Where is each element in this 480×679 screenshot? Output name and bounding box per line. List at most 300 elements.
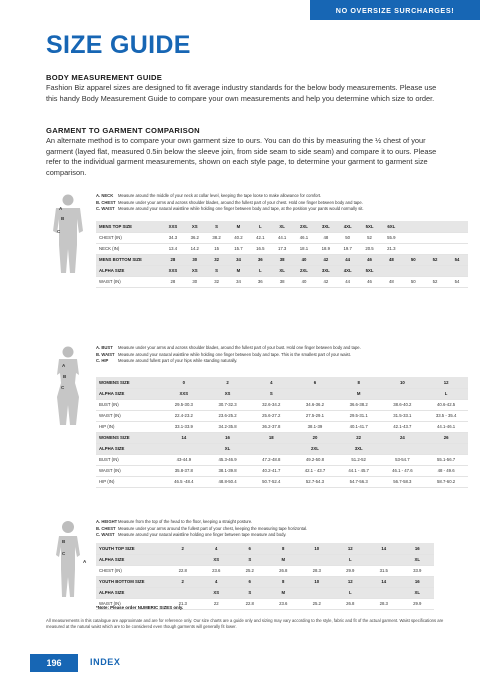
table-cell: 15.7 xyxy=(228,243,250,254)
table-cell: 29.9 xyxy=(401,598,435,609)
measurement-key: B. CHEST xyxy=(96,525,116,531)
measurement-key: A. NECK xyxy=(96,193,114,198)
table-cell: 29.5-31.1 xyxy=(337,410,381,421)
table-cell: 26.8 xyxy=(267,565,301,576)
table-cell: 54 xyxy=(446,276,468,287)
figure-label: A xyxy=(83,559,87,564)
body-measurement-heading: BODY MEASUREMENT GUIDE xyxy=(46,73,163,82)
table-cell: 48 xyxy=(380,276,402,287)
table-cell: 49.2-50.8 xyxy=(293,454,337,465)
table-cell: 50 xyxy=(402,276,424,287)
youth-body-figure xyxy=(46,519,90,601)
table-cell: 18.9 xyxy=(315,243,337,254)
table-cell: 4XL xyxy=(337,265,359,276)
womens-size-table xyxy=(96,377,468,488)
table-cell xyxy=(300,554,334,565)
mens-body-figure xyxy=(46,193,90,275)
measurement-text: Measure around fullest part of your hips while standing naturally. xyxy=(118,358,238,364)
table-cell: XXS xyxy=(162,388,206,399)
table-cell: 40 xyxy=(293,254,315,265)
figure-label: C xyxy=(57,229,61,234)
measurement-text: Measure under your arms and across shoulder blades, around the fullest part of your bust. Hold one finger between body and tape. xyxy=(118,345,361,350)
table-cell: XS xyxy=(184,221,206,232)
table-cell: 32 xyxy=(206,276,228,287)
table-cell xyxy=(380,265,402,276)
measurement-text: Measure from the top of the head to the floor, keeping a straight posture. xyxy=(118,519,253,524)
table-cell: M xyxy=(228,221,250,232)
table-cell: 40.1-41.7 xyxy=(337,421,381,432)
table-cell: 16 xyxy=(401,543,435,554)
table-cell xyxy=(424,265,446,276)
measurement-key: A. BUST xyxy=(96,345,113,350)
table-cell: 25.2 xyxy=(300,598,334,609)
table-header-row xyxy=(96,576,434,587)
table-cell: 42.1 - 43.7 xyxy=(293,465,337,476)
table-cell: 50.7-52.4 xyxy=(249,476,293,487)
table-cell: 34 xyxy=(228,254,250,265)
table-cell: L xyxy=(249,221,271,232)
table-cell: 30 xyxy=(184,276,206,287)
table-cell: 14 xyxy=(367,576,401,587)
table-cell: 28 xyxy=(162,276,184,287)
mens-measurement-list xyxy=(96,193,441,213)
table-cell: 33.5 - 35.4 xyxy=(424,410,468,421)
table-cell: L xyxy=(334,587,368,598)
table-cell: XS xyxy=(184,265,206,276)
garment-comparison-text: An alternate method is to compare your own garment size to ours. You can do this by measuring the ½ chest of your garment (layed flat, measured 0.5in below the sleeve join, from side seam to side seam) and compare it to ours. Please refer to the individual garment measurements, shown on each style page, to determine your garment to garment size comparison. xyxy=(46,136,437,177)
row-label: WAIST (IN) xyxy=(96,410,162,421)
table-cell: 6 xyxy=(233,543,267,554)
page-number: 196 xyxy=(30,654,78,672)
table-cell: 30 xyxy=(184,254,206,265)
table-cell: 26 xyxy=(424,432,468,443)
table-cell: M xyxy=(267,587,301,598)
measurement-item xyxy=(96,352,441,359)
table-cell: 8 xyxy=(267,576,301,587)
table-cell xyxy=(424,221,446,232)
row-label: YOUTH TOP SIZE xyxy=(96,543,166,554)
row-label: WAIST (IN) xyxy=(96,465,162,476)
table-cell: 18 xyxy=(249,432,293,443)
measurement-item xyxy=(96,206,441,213)
table-cell: L xyxy=(424,388,468,399)
table-cell: 54 xyxy=(446,254,468,265)
table-cell: 15 xyxy=(206,243,228,254)
table-cell: 55.9 xyxy=(380,232,402,243)
table-cell: 38.6-40.2 xyxy=(381,399,425,410)
table-header-row xyxy=(96,554,434,565)
table-cell: 38 xyxy=(271,276,293,287)
table-cell: 32 xyxy=(206,254,228,265)
table-row xyxy=(96,476,468,487)
table-header-row xyxy=(96,432,468,443)
footer-disclaimer: All measurements in this catalogue are approximate and are for reference only. Our size charts are a guide only and sizing may vary according to the style, fabric and fit of the actual garment. Waist specifications are measured at the natural waist which are to be considered even though garments will generally fit lower. xyxy=(46,618,444,630)
table-cell: 22.8 xyxy=(166,565,200,576)
measurement-item xyxy=(96,526,441,533)
table-cell xyxy=(166,587,200,598)
table-cell: 2XL xyxy=(293,265,315,276)
table-cell: 25.6-27.2 xyxy=(249,410,293,421)
table-cell: 10 xyxy=(300,543,334,554)
table-cell: 46.1 xyxy=(293,232,315,243)
measurement-item xyxy=(96,200,441,207)
row-label: HIP (IN) xyxy=(96,476,162,487)
measurement-item xyxy=(96,532,441,539)
table-cell: 50 xyxy=(402,254,424,265)
table-cell: 44.1 xyxy=(271,232,293,243)
table-cell: 28.3 xyxy=(367,598,401,609)
table-cell: XS xyxy=(206,388,250,399)
figure-label: A xyxy=(62,363,66,368)
measurement-key: A. HEIGHT xyxy=(96,519,118,524)
table-cell: 55.1-56.7 xyxy=(424,454,468,465)
table-cell: 40 xyxy=(293,276,315,287)
table-header-row xyxy=(96,443,468,454)
table-cell: XS xyxy=(200,554,234,565)
row-label: WAIST (IN) xyxy=(96,598,166,609)
table-cell: 36 xyxy=(249,276,271,287)
table-row xyxy=(96,565,434,576)
table-cell: XL xyxy=(206,443,250,454)
table-cell: 56.7-58.3 xyxy=(381,476,425,487)
table-cell: 27.5-29.1 xyxy=(293,410,337,421)
row-label: CHEST (IN) xyxy=(96,565,166,576)
table-cell: 4 xyxy=(200,543,234,554)
table-cell: 12 xyxy=(334,576,368,587)
table-cell: 32.6-34.2 xyxy=(249,399,293,410)
table-cell xyxy=(424,443,468,454)
table-cell: 52 xyxy=(359,232,381,243)
measurement-item xyxy=(96,345,441,352)
table-cell: 2 xyxy=(206,377,250,388)
table-cell xyxy=(446,243,468,254)
womens-body-figure xyxy=(46,345,90,427)
table-cell: 2XL xyxy=(293,443,337,454)
row-label: YOUTH BOTTOM SIZE xyxy=(96,576,166,587)
table-cell: 38.2 xyxy=(206,232,228,243)
measurement-text: Measure around the middle of your neck at collar level, keeping the tape loose to make allowance for comfort. xyxy=(118,193,322,198)
table-cell: 4 xyxy=(249,377,293,388)
no-surcharge-banner: NO OVERSIZE SURCHARGES! xyxy=(310,0,480,20)
youth-measurement-list xyxy=(96,519,441,539)
table-row xyxy=(96,243,468,254)
table-cell: M xyxy=(337,388,381,399)
table-cell: 5XL xyxy=(359,265,381,276)
table-cell xyxy=(162,443,206,454)
table-cell xyxy=(402,232,424,243)
table-cell: 46.5 -48.4 xyxy=(162,476,206,487)
table-cell xyxy=(166,554,200,565)
figure-label: B xyxy=(62,539,66,544)
table-cell: 20 xyxy=(293,432,337,443)
table-cell: 12 xyxy=(334,543,368,554)
table-cell: 28 xyxy=(162,254,184,265)
table-cell: 34.6-36.2 xyxy=(293,399,337,410)
table-cell: 10 xyxy=(381,377,425,388)
table-cell xyxy=(402,243,424,254)
table-cell: 31.5-33.1 xyxy=(381,410,425,421)
table-cell: M xyxy=(228,265,250,276)
measurement-key: B. WAIST xyxy=(96,351,115,357)
table-cell: 16 xyxy=(401,576,435,587)
table-row xyxy=(96,421,468,432)
table-cell: 16 xyxy=(206,432,250,443)
row-label: BUST (IN) xyxy=(96,399,162,410)
table-cell: 35.8-37.8 xyxy=(162,465,206,476)
table-cell: 53-54.7 xyxy=(381,454,425,465)
table-cell: 12 xyxy=(424,377,468,388)
table-cell: 22 xyxy=(200,598,234,609)
table-cell: 48 xyxy=(315,232,337,243)
table-cell: 33.9 xyxy=(401,565,435,576)
table-cell: 19.7 xyxy=(337,243,359,254)
table-cell: S xyxy=(233,587,267,598)
table-row xyxy=(96,399,468,410)
table-cell: 17.3 xyxy=(271,243,293,254)
table-cell: 52.7-54.3 xyxy=(293,476,337,487)
table-cell xyxy=(381,443,425,454)
row-label: NECK (IN) xyxy=(96,243,162,254)
table-cell: 42.1 xyxy=(249,232,271,243)
row-label: ALPHA SIZE xyxy=(96,587,166,598)
table-cell: 8 xyxy=(337,377,381,388)
table-cell: 25.2 xyxy=(233,565,267,576)
table-cell: 6 xyxy=(233,576,267,587)
table-header-row xyxy=(96,377,468,388)
garment-comparison-heading: GARMENT TO GARMENT COMPARISON xyxy=(46,126,200,135)
table-cell: 14 xyxy=(367,543,401,554)
table-cell: 54.7-56.3 xyxy=(337,476,381,487)
table-cell: S xyxy=(206,265,228,276)
table-cell: 2 xyxy=(166,576,200,587)
table-cell: 20.5 xyxy=(359,243,381,254)
table-cell: XS xyxy=(200,587,234,598)
row-label: WAIST (IN) xyxy=(96,276,162,287)
youth-size-table xyxy=(96,543,434,610)
table-cell: 34.3 xyxy=(162,232,184,243)
table-cell: XL xyxy=(401,587,435,598)
table-cell xyxy=(446,221,468,232)
table-cell: 46 xyxy=(359,254,381,265)
table-cell: 44 xyxy=(337,276,359,287)
table-cell: 40.6-42.5 xyxy=(424,399,468,410)
table-cell: XXS xyxy=(162,265,184,276)
table-header-row xyxy=(96,254,468,265)
table-cell: 34 xyxy=(228,276,250,287)
table-cell: 46 xyxy=(359,276,381,287)
measurement-key: C. WAIST xyxy=(96,206,115,212)
table-row xyxy=(96,232,468,243)
measurement-key: C. HIP xyxy=(96,358,109,364)
table-cell: 23.6-25.2 xyxy=(206,410,250,421)
table-cell: 29.5-30.3 xyxy=(162,399,206,410)
table-cell: S xyxy=(249,388,293,399)
table-cell xyxy=(367,587,401,598)
table-cell: 42 xyxy=(315,254,337,265)
body-measurement-text: Fashion Biz apparel sizes are designed to fit average industry standards for the below body measurements. Please use this handy Body Measurement Guide to compare your own measurements and help you determine which size to order. xyxy=(46,83,437,103)
table-cell: 51.2-52 xyxy=(337,454,381,465)
table-cell: 50 xyxy=(337,232,359,243)
order-note: *Note: Please order NUMERIC SIZES only. xyxy=(96,605,184,610)
table-cell: 6 xyxy=(293,377,337,388)
table-cell xyxy=(249,443,293,454)
row-label: BUST (IN) xyxy=(96,454,162,465)
table-cell: 13.4 xyxy=(162,243,184,254)
row-label: HIP (IN) xyxy=(96,421,162,432)
table-cell: 0 xyxy=(162,377,206,388)
table-cell: 40.2 xyxy=(228,232,250,243)
measurement-item xyxy=(96,193,441,200)
table-cell: 34.2-35.8 xyxy=(206,421,250,432)
table-cell: 6XL xyxy=(380,221,402,232)
table-cell: 21.3 xyxy=(380,243,402,254)
table-cell: 3XL xyxy=(315,221,337,232)
table-cell: 23.6 xyxy=(200,565,234,576)
table-cell: 26.8 xyxy=(334,598,368,609)
table-cell: 40.2-41.7 xyxy=(249,465,293,476)
table-cell xyxy=(381,388,425,399)
table-cell: XL xyxy=(401,554,435,565)
mens-size-table xyxy=(96,221,468,288)
table-cell: 22.8 xyxy=(233,598,267,609)
table-cell xyxy=(424,232,446,243)
table-cell: XXS xyxy=(162,221,184,232)
measurement-text: Measure under your arms and across shoulder blades, around the fullest part of your chest. Hold one finger between body and tape. xyxy=(118,199,363,205)
table-cell xyxy=(367,554,401,565)
table-cell: 52 xyxy=(424,254,446,265)
table-cell: 33.1-33.9 xyxy=(162,421,206,432)
table-cell xyxy=(446,265,468,276)
table-row xyxy=(96,465,468,476)
row-label: MENS BOTTOM SIZE xyxy=(96,254,162,265)
table-cell: 21.3 xyxy=(166,598,200,609)
table-cell: 52 xyxy=(424,276,446,287)
measurement-text: Measure around your natural waistline holding one finger between tape measure and body. xyxy=(118,532,287,538)
row-label: ALPHA SIZE xyxy=(96,554,166,565)
table-row xyxy=(96,276,468,287)
table-cell: 28.3 xyxy=(300,565,334,576)
table-cell: 44.1 - 45.7 xyxy=(337,465,381,476)
table-cell xyxy=(424,243,446,254)
table-cell: 23.6 xyxy=(267,598,301,609)
table-cell xyxy=(300,587,334,598)
table-cell: 42.1-43.7 xyxy=(381,421,425,432)
measurement-key: C. WAIST xyxy=(96,532,115,538)
table-cell: 10 xyxy=(300,576,334,587)
table-header-row xyxy=(96,265,468,276)
table-cell: 36.6-38.2 xyxy=(337,399,381,410)
table-header-row xyxy=(96,543,434,554)
measurement-item xyxy=(96,358,441,365)
table-cell: 2XL xyxy=(293,221,315,232)
table-cell: 48.8-50.4 xyxy=(206,476,250,487)
table-cell: 4 xyxy=(200,576,234,587)
index-link[interactable]: INDEX xyxy=(90,657,121,667)
table-cell xyxy=(293,388,337,399)
table-cell: XL xyxy=(271,221,293,232)
table-cell: 38 xyxy=(271,254,293,265)
table-cell: 38.1-39 xyxy=(293,421,337,432)
table-cell: M xyxy=(267,554,301,565)
table-cell xyxy=(402,221,424,232)
table-cell: 18.1 xyxy=(293,243,315,254)
table-cell: 36.2 xyxy=(184,232,206,243)
row-label: ALPHA SIZE xyxy=(96,443,162,454)
figure-label: B xyxy=(61,216,65,221)
table-cell: 8 xyxy=(267,543,301,554)
table-cell: 46.1 - 47.6 xyxy=(381,465,425,476)
table-cell: 42 xyxy=(315,276,337,287)
row-label: ALPHA SIZE xyxy=(96,265,162,276)
table-cell: 43-44.9 xyxy=(162,454,206,465)
table-cell: L xyxy=(249,265,271,276)
table-cell: 3XL xyxy=(337,443,381,454)
row-label: CHEST (IN) xyxy=(96,232,162,243)
table-cell: 31.5 xyxy=(367,565,401,576)
table-header-row xyxy=(96,221,468,232)
womens-measurement-list xyxy=(96,345,441,365)
table-header-row xyxy=(96,388,468,399)
table-cell: 29.9 xyxy=(334,565,368,576)
table-cell: 22 xyxy=(337,432,381,443)
table-cell: 45.3-46.9 xyxy=(206,454,250,465)
table-cell: 36.2-37.8 xyxy=(249,421,293,432)
table-cell: L xyxy=(334,554,368,565)
table-cell: S xyxy=(233,554,267,565)
table-cell: 24 xyxy=(381,432,425,443)
figure-label: C xyxy=(61,385,65,390)
table-row xyxy=(96,454,468,465)
table-cell: 22.4-23.2 xyxy=(162,410,206,421)
page-title: SIZE GUIDE xyxy=(46,31,191,59)
table-cell: 2 xyxy=(166,543,200,554)
table-cell xyxy=(402,265,424,276)
figure-label: B xyxy=(63,374,67,379)
figure-label: A xyxy=(59,206,63,211)
table-cell: S xyxy=(206,221,228,232)
table-row xyxy=(96,410,468,421)
measurement-item xyxy=(96,519,441,526)
table-cell: 44 xyxy=(337,254,359,265)
table-cell: 4XL xyxy=(337,221,359,232)
table-cell: 58.7-60.2 xyxy=(424,476,468,487)
table-cell: 14 xyxy=(162,432,206,443)
table-cell: XL xyxy=(271,265,293,276)
measurement-text: Measure around your natural waistline while holding one finger between body and tape. This is the smallest part of your waist. xyxy=(118,351,351,357)
measurement-text: Measure around your natural waistline while holding one finger between body and tape, at the position your pants would normally sit. xyxy=(118,206,364,212)
row-label: WOMENS SIZE xyxy=(96,377,162,388)
table-cell: 38.1-39.8 xyxy=(206,465,250,476)
table-cell: 5XL xyxy=(359,221,381,232)
measurement-text: Measure under your arms around the fullest part of your chest, keeping the measuring tape horizontal. xyxy=(118,525,308,531)
table-cell: 14.2 xyxy=(184,243,206,254)
table-cell: 44.1-46.1 xyxy=(424,421,468,432)
row-label: MENS TOP SIZE xyxy=(96,221,162,232)
table-header-row xyxy=(96,587,434,598)
row-label: ALPHA SIZE xyxy=(96,388,162,399)
measurement-key: B. CHEST xyxy=(96,199,116,205)
table-cell: 48 xyxy=(380,254,402,265)
table-cell: 48 - 49.6 xyxy=(424,465,468,476)
table-cell: 16.5 xyxy=(249,243,271,254)
row-label: WOMENS SIZE xyxy=(96,432,162,443)
table-cell: 3XL xyxy=(315,265,337,276)
table-cell: 36 xyxy=(249,254,271,265)
table-cell: 47.2-48.8 xyxy=(249,454,293,465)
figure-label: C xyxy=(62,551,66,556)
table-cell: 30.7-32.3 xyxy=(206,399,250,410)
table-cell xyxy=(446,232,468,243)
